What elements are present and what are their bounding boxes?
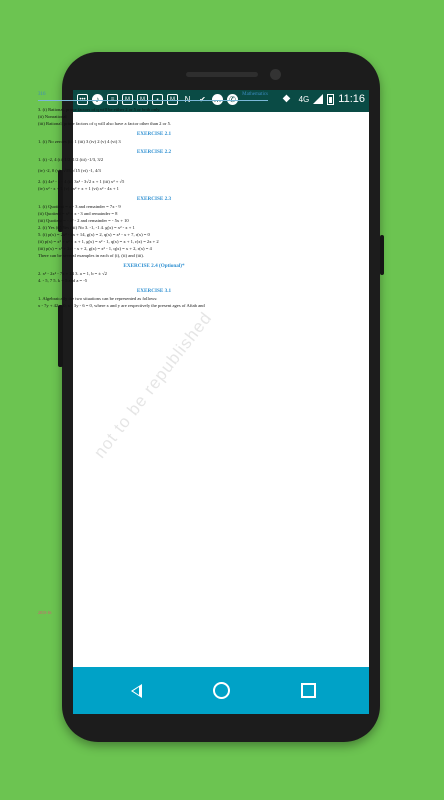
n-icon: N: [184, 95, 191, 104]
text-line: 3. (i) Rational, prime factors of q will be either 2 or 5 or both only.: [38, 107, 161, 112]
text-line: x - 7y + 42 = 0; x - 3y - 6 = 0, where x and y are respectively the present ages of Aftab and: [38, 303, 205, 308]
page-title: Mathematics: [242, 92, 268, 97]
text-line: There can be several examples in each of (i), (ii) and (iii).: [38, 253, 144, 258]
page-number: 316: [38, 92, 46, 97]
text-line: 2. (i) 4x² - x - 4 (ii) 3x² - 3√2 x + 1 (iii) x² + √5: [38, 179, 125, 184]
music-icon: ♪: [92, 94, 103, 105]
system-status: [283, 93, 365, 105]
document-content: [38, 107, 270, 310]
text-line: 2. x³ - 2x² - 7x + 14 3. a = 1, b = ± √2: [38, 271, 107, 276]
notes-icon: ≡: [107, 94, 118, 105]
navigation-bar: [73, 667, 369, 714]
speaker-grille: [186, 72, 258, 77]
text-line: (ii) p(x) = x³ + x² + x + 1, g(x) = x² - 1, q(x) = x + 1, r(x) = 2x + 2: [38, 239, 159, 244]
home-button[interactable]: [191, 667, 251, 714]
message-icon: …: [213, 95, 222, 104]
network-type: 4G: [298, 94, 310, 104]
exercise-heading: EXERCISE 2.3: [136, 196, 172, 202]
exercise-heading: EXERCISE 2.2: [136, 149, 172, 155]
twitter-icon: ✔: [199, 95, 206, 104]
text-line: 2. (i) Yes (ii) Yes (iii) No 3. -1, -1 4. g(x) = x² - x + 1: [38, 225, 135, 230]
chat-icon: •••: [77, 94, 88, 105]
text-line: (iii) Quotient = - x² - 2 and remainder = - 5x + 10: [38, 218, 129, 223]
text-line: (iv) -2, 0 (v) -√15, √15 (vi) -1, 4/3: [38, 168, 101, 173]
mail-icon: M: [137, 94, 148, 105]
page-header: [38, 91, 268, 101]
side-button: [58, 305, 63, 367]
text-line: 1. (i) -2, 4 (ii) 1/2, 1/2 (iii) -1/3, 3/2: [38, 157, 104, 162]
back-button[interactable]: [106, 667, 166, 714]
text-line: 1. Algebraically the two situations can be represented as follows:: [38, 296, 158, 301]
page-footer: 2015-16: [38, 610, 52, 615]
mail-icon: M: [167, 94, 178, 105]
text-line: (ii) Nonrational: [38, 114, 67, 119]
whatsapp-icon: ✆: [227, 94, 238, 105]
signal-icon: [313, 94, 323, 104]
home-icon: [213, 682, 230, 699]
front-camera: [270, 69, 281, 80]
recents-icon: [301, 683, 316, 698]
text-line: 4. - 5, 7 5. k = 5 and a = -5: [38, 278, 88, 283]
mail-icon: M: [122, 94, 133, 105]
wifi-icon: ◆: [282, 93, 291, 104]
exercise-heading: EXERCISE 2.4 (Optional)*: [123, 263, 185, 269]
text-line: (iii) Rational, prime factors of q will also have a factor other than 2 or 5.: [38, 121, 172, 126]
image-icon: ▪: [152, 94, 163, 105]
back-icon: [131, 684, 142, 698]
watermark: not to be republished: [90, 308, 216, 462]
text-line: (iv) x² - x + 1 (v) 4x² + x + 1 (vi) x² - 4x + 1: [38, 186, 119, 191]
text-line: (ii) Quotient = x² + x - 3 and remainder = 8: [38, 211, 118, 216]
recents-button[interactable]: [278, 667, 338, 714]
battery-icon: [327, 94, 334, 105]
exercise-heading: EXERCISE 3.1: [136, 288, 172, 294]
text-line: (iii) p(x) = x³ + 2x² - x + 2, g(x) = x² - 1, q(x) = x + 2, r(x) = 4: [38, 246, 152, 251]
clock: 11:16: [338, 93, 365, 105]
exercise-heading: EXERCISE 2.1: [136, 131, 172, 137]
side-button: [380, 235, 384, 275]
text-line: 5. (i) p(x) = 2x² - 2x + 14, g(x) = 2, q(x) = x² - x + 7, r(x) = 0: [38, 232, 150, 237]
text-line: 1. (i) No zeroes (ii) 1 (iii) 3 (iv) 2 (v) 4 (vi) 3: [38, 139, 121, 144]
text-line: 1. (i) Quotient = x - 3 and remainder = 7x - 9: [38, 204, 121, 209]
